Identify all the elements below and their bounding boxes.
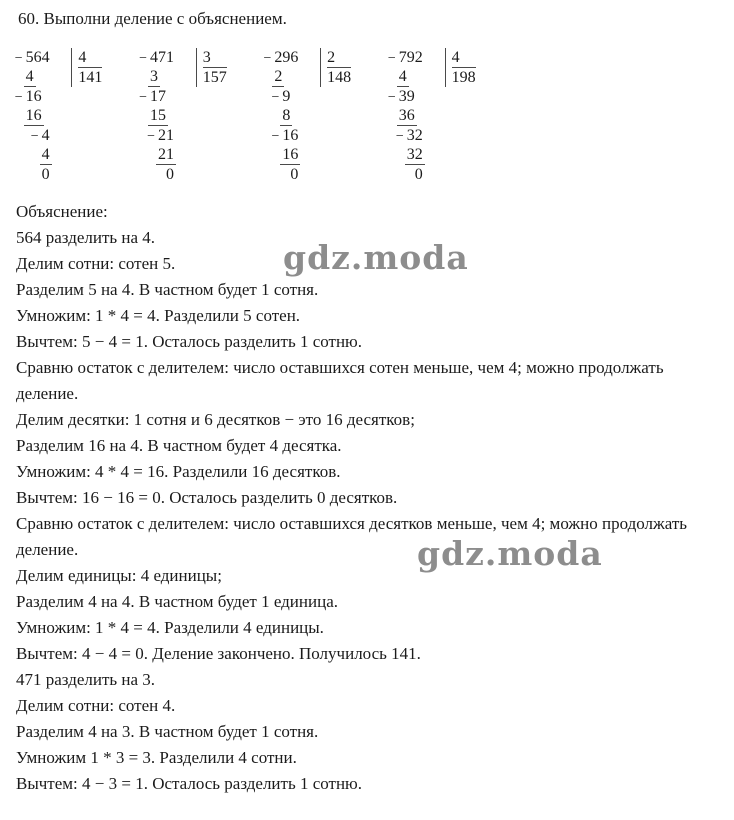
number: 16 xyxy=(25,88,42,105)
division-step-line xyxy=(265,87,359,106)
first-subtrahend-line xyxy=(389,67,423,87)
number-wrap xyxy=(148,67,160,87)
number-wrap xyxy=(397,67,409,87)
number-wrap xyxy=(271,87,292,106)
number-wrap xyxy=(30,126,52,145)
explanation-line: Делим десятки: 1 сотня и 6 десятков − это 16 десятков; xyxy=(16,410,415,429)
number: 4 xyxy=(41,146,50,163)
number-wrap xyxy=(148,106,168,126)
division-step-line xyxy=(265,106,359,126)
number: 4 xyxy=(25,68,34,85)
division-step-line xyxy=(16,165,110,184)
number: 0 xyxy=(414,166,423,183)
quotient: 141 xyxy=(78,69,103,86)
minus-sign: − xyxy=(271,129,280,144)
dividend-line xyxy=(265,48,299,67)
division-left xyxy=(16,48,50,87)
explanation-line: Умножим: 4 * 4 = 16. Разделили 16 десятков. xyxy=(16,462,341,481)
long-division-block xyxy=(140,48,234,184)
number: 15 xyxy=(149,107,166,124)
division-step-line xyxy=(265,126,359,145)
dividend-line xyxy=(16,48,50,67)
number: 8 xyxy=(282,107,291,124)
division-step-line xyxy=(16,87,110,106)
explanation-line: Вычтем: 5 − 4 = 1. Осталось разделить 1 сотню. xyxy=(16,332,363,351)
division-step-line xyxy=(16,145,110,165)
division-step-line xyxy=(265,165,359,184)
number: 296 xyxy=(274,49,299,66)
number: 0 xyxy=(41,166,50,183)
division-step-line xyxy=(389,87,483,106)
division-step-line xyxy=(140,145,234,165)
number-wrap xyxy=(40,165,52,184)
number: 21 xyxy=(157,127,174,144)
number: 17 xyxy=(149,88,166,105)
quotient: 198 xyxy=(451,69,476,86)
explanation-line: 564 разделить на 4. xyxy=(16,228,156,247)
number: 16 xyxy=(282,146,299,163)
explanation-line: Разделим 4 на 3. В частном будет 1 сотня. xyxy=(16,722,319,741)
quotient: 157 xyxy=(202,69,227,86)
number: 32 xyxy=(406,127,423,144)
number: 471 xyxy=(149,49,174,66)
division-left xyxy=(389,48,423,87)
explanation-line: 471 разделить на 3. xyxy=(16,670,156,689)
explanation-line: Делим единицы: 4 единицы; xyxy=(16,566,222,585)
division-steps xyxy=(265,87,359,184)
division-left xyxy=(265,48,299,87)
explanation-line: Вычтем: 16 − 16 = 0. Осталось разделить 0 десятков. xyxy=(16,488,398,507)
number-wrap xyxy=(395,126,425,145)
division-top xyxy=(265,48,359,87)
number-wrap xyxy=(387,48,425,67)
first-subtrahend-line xyxy=(140,67,174,87)
minus-sign: − xyxy=(387,90,396,105)
number-wrap xyxy=(263,48,300,67)
long-division-block xyxy=(265,48,359,184)
number-wrap xyxy=(40,145,52,165)
division-step-line xyxy=(389,106,483,126)
number: 16 xyxy=(282,127,299,144)
divisor: 4 xyxy=(78,48,102,68)
minus-sign: − xyxy=(30,129,39,144)
number: 564 xyxy=(25,49,50,66)
number: 3 xyxy=(149,68,158,85)
number: 4 xyxy=(41,127,50,144)
number-wrap xyxy=(387,87,417,106)
number-wrap xyxy=(280,106,292,126)
number-wrap xyxy=(147,126,176,145)
dividend-line xyxy=(140,48,174,67)
number-wrap xyxy=(280,145,300,165)
dividend-line xyxy=(389,48,423,67)
number: 0 xyxy=(165,166,174,183)
number: 0 xyxy=(290,166,299,183)
minus-sign: − xyxy=(271,90,280,105)
number: 36 xyxy=(398,107,415,124)
explanation-line: Разделим 16 на 4. В частном будет 4 десятка. xyxy=(16,436,342,455)
divisor-quotient-box xyxy=(320,48,359,87)
number-wrap xyxy=(405,145,425,165)
division-step-line xyxy=(16,106,110,126)
explanation-line: Сравню остаток с делителем: число оставшихся десятков меньше, чем 4; можно продолжать деление. xyxy=(16,514,688,559)
number-wrap xyxy=(397,106,417,126)
number: 21 xyxy=(157,146,174,163)
divisor-quotient-box xyxy=(71,48,110,87)
explanation-line: Разделим 4 на 4. В частном будет 1 единица. xyxy=(16,592,338,611)
division-step-line xyxy=(140,126,234,145)
minus-sign: − xyxy=(14,51,23,66)
minus-sign: − xyxy=(395,129,404,144)
number-wrap xyxy=(24,106,44,126)
number: 39 xyxy=(398,88,415,105)
number-wrap xyxy=(139,87,168,106)
division-step-line xyxy=(389,145,483,165)
divisor: 4 xyxy=(452,48,476,68)
number-wrap xyxy=(288,165,300,184)
division-top xyxy=(389,48,483,87)
minus-sign: − xyxy=(14,90,23,105)
explanation-section xyxy=(16,199,718,797)
number-wrap xyxy=(413,165,425,184)
explanation-line: Умножим: 1 * 4 = 4. Разделили 4 единицы. xyxy=(16,618,324,637)
quotient: 148 xyxy=(327,69,352,86)
task-title: 60. Выполни деление с объяснением. xyxy=(18,9,287,28)
worksheet-page xyxy=(0,9,734,797)
explanation-lines xyxy=(16,225,718,797)
explanation-line: Умножим: 1 * 4 = 4. Разделили 5 сотен. xyxy=(16,306,301,325)
division-step-line xyxy=(389,165,483,184)
long-division-block xyxy=(389,48,483,184)
number: 792 xyxy=(398,49,423,66)
division-top xyxy=(16,48,110,87)
explanation-line: Вычтем: 4 − 4 = 0. Деление закончено. Получилось 141. xyxy=(16,644,421,663)
explanation-line: Делим сотни: сотен 4. xyxy=(16,696,176,715)
explanation-line: Разделим 5 на 4. В частном будет 1 сотня. xyxy=(16,280,319,299)
explanation-heading: Объяснение: xyxy=(16,202,108,221)
division-steps xyxy=(389,87,483,184)
division-step-line xyxy=(140,87,234,106)
number: 16 xyxy=(25,107,42,124)
watermark-gdz-moda: gdz.moda xyxy=(283,238,469,277)
number-wrap xyxy=(156,145,176,165)
minus-sign: − xyxy=(263,51,272,66)
number: 2 xyxy=(274,68,283,85)
long-division-block xyxy=(16,48,110,184)
number: 32 xyxy=(406,146,423,163)
division-step-line xyxy=(140,106,234,126)
division-step-line xyxy=(140,165,234,184)
explanation-line: Сравню остаток с делителем: число оставшихся сотен меньше, чем 4; можно продолжать деление. xyxy=(16,358,664,403)
number-wrap xyxy=(14,87,44,106)
first-subtrahend-line xyxy=(265,67,299,87)
divisor-quotient-box xyxy=(196,48,235,87)
minus-sign: − xyxy=(139,90,147,105)
divisor-quotient-box xyxy=(445,48,484,87)
division-work-area xyxy=(16,48,734,184)
number-wrap xyxy=(272,67,284,87)
division-step-line xyxy=(16,126,110,145)
division-top xyxy=(140,48,234,87)
division-step-line xyxy=(265,145,359,165)
number-wrap xyxy=(24,67,36,87)
explanation-line: Вычтем: 4 − 3 = 1. Осталось разделить 1 сотню. xyxy=(16,774,363,793)
number-wrap xyxy=(164,165,176,184)
minus-sign: − xyxy=(147,129,155,144)
watermark-gdz-moda: gdz.moda xyxy=(417,534,603,573)
minus-sign: − xyxy=(387,51,396,66)
number: 4 xyxy=(398,68,407,85)
divisor: 2 xyxy=(327,48,351,68)
division-steps xyxy=(16,87,110,184)
number-wrap xyxy=(271,126,300,145)
explanation-line: Умножим 1 * 3 = 3. Разделили 4 сотни. xyxy=(16,748,297,767)
number-wrap xyxy=(14,48,52,67)
number: 9 xyxy=(282,88,291,105)
division-steps xyxy=(140,87,234,184)
division-step-line xyxy=(389,126,483,145)
minus-sign: − xyxy=(139,51,147,66)
first-subtrahend-line xyxy=(16,67,50,87)
number-wrap xyxy=(139,48,176,67)
division-left xyxy=(140,48,174,87)
divisor: 3 xyxy=(203,48,227,68)
explanation-line: Делим сотни: сотен 5. xyxy=(16,254,176,273)
